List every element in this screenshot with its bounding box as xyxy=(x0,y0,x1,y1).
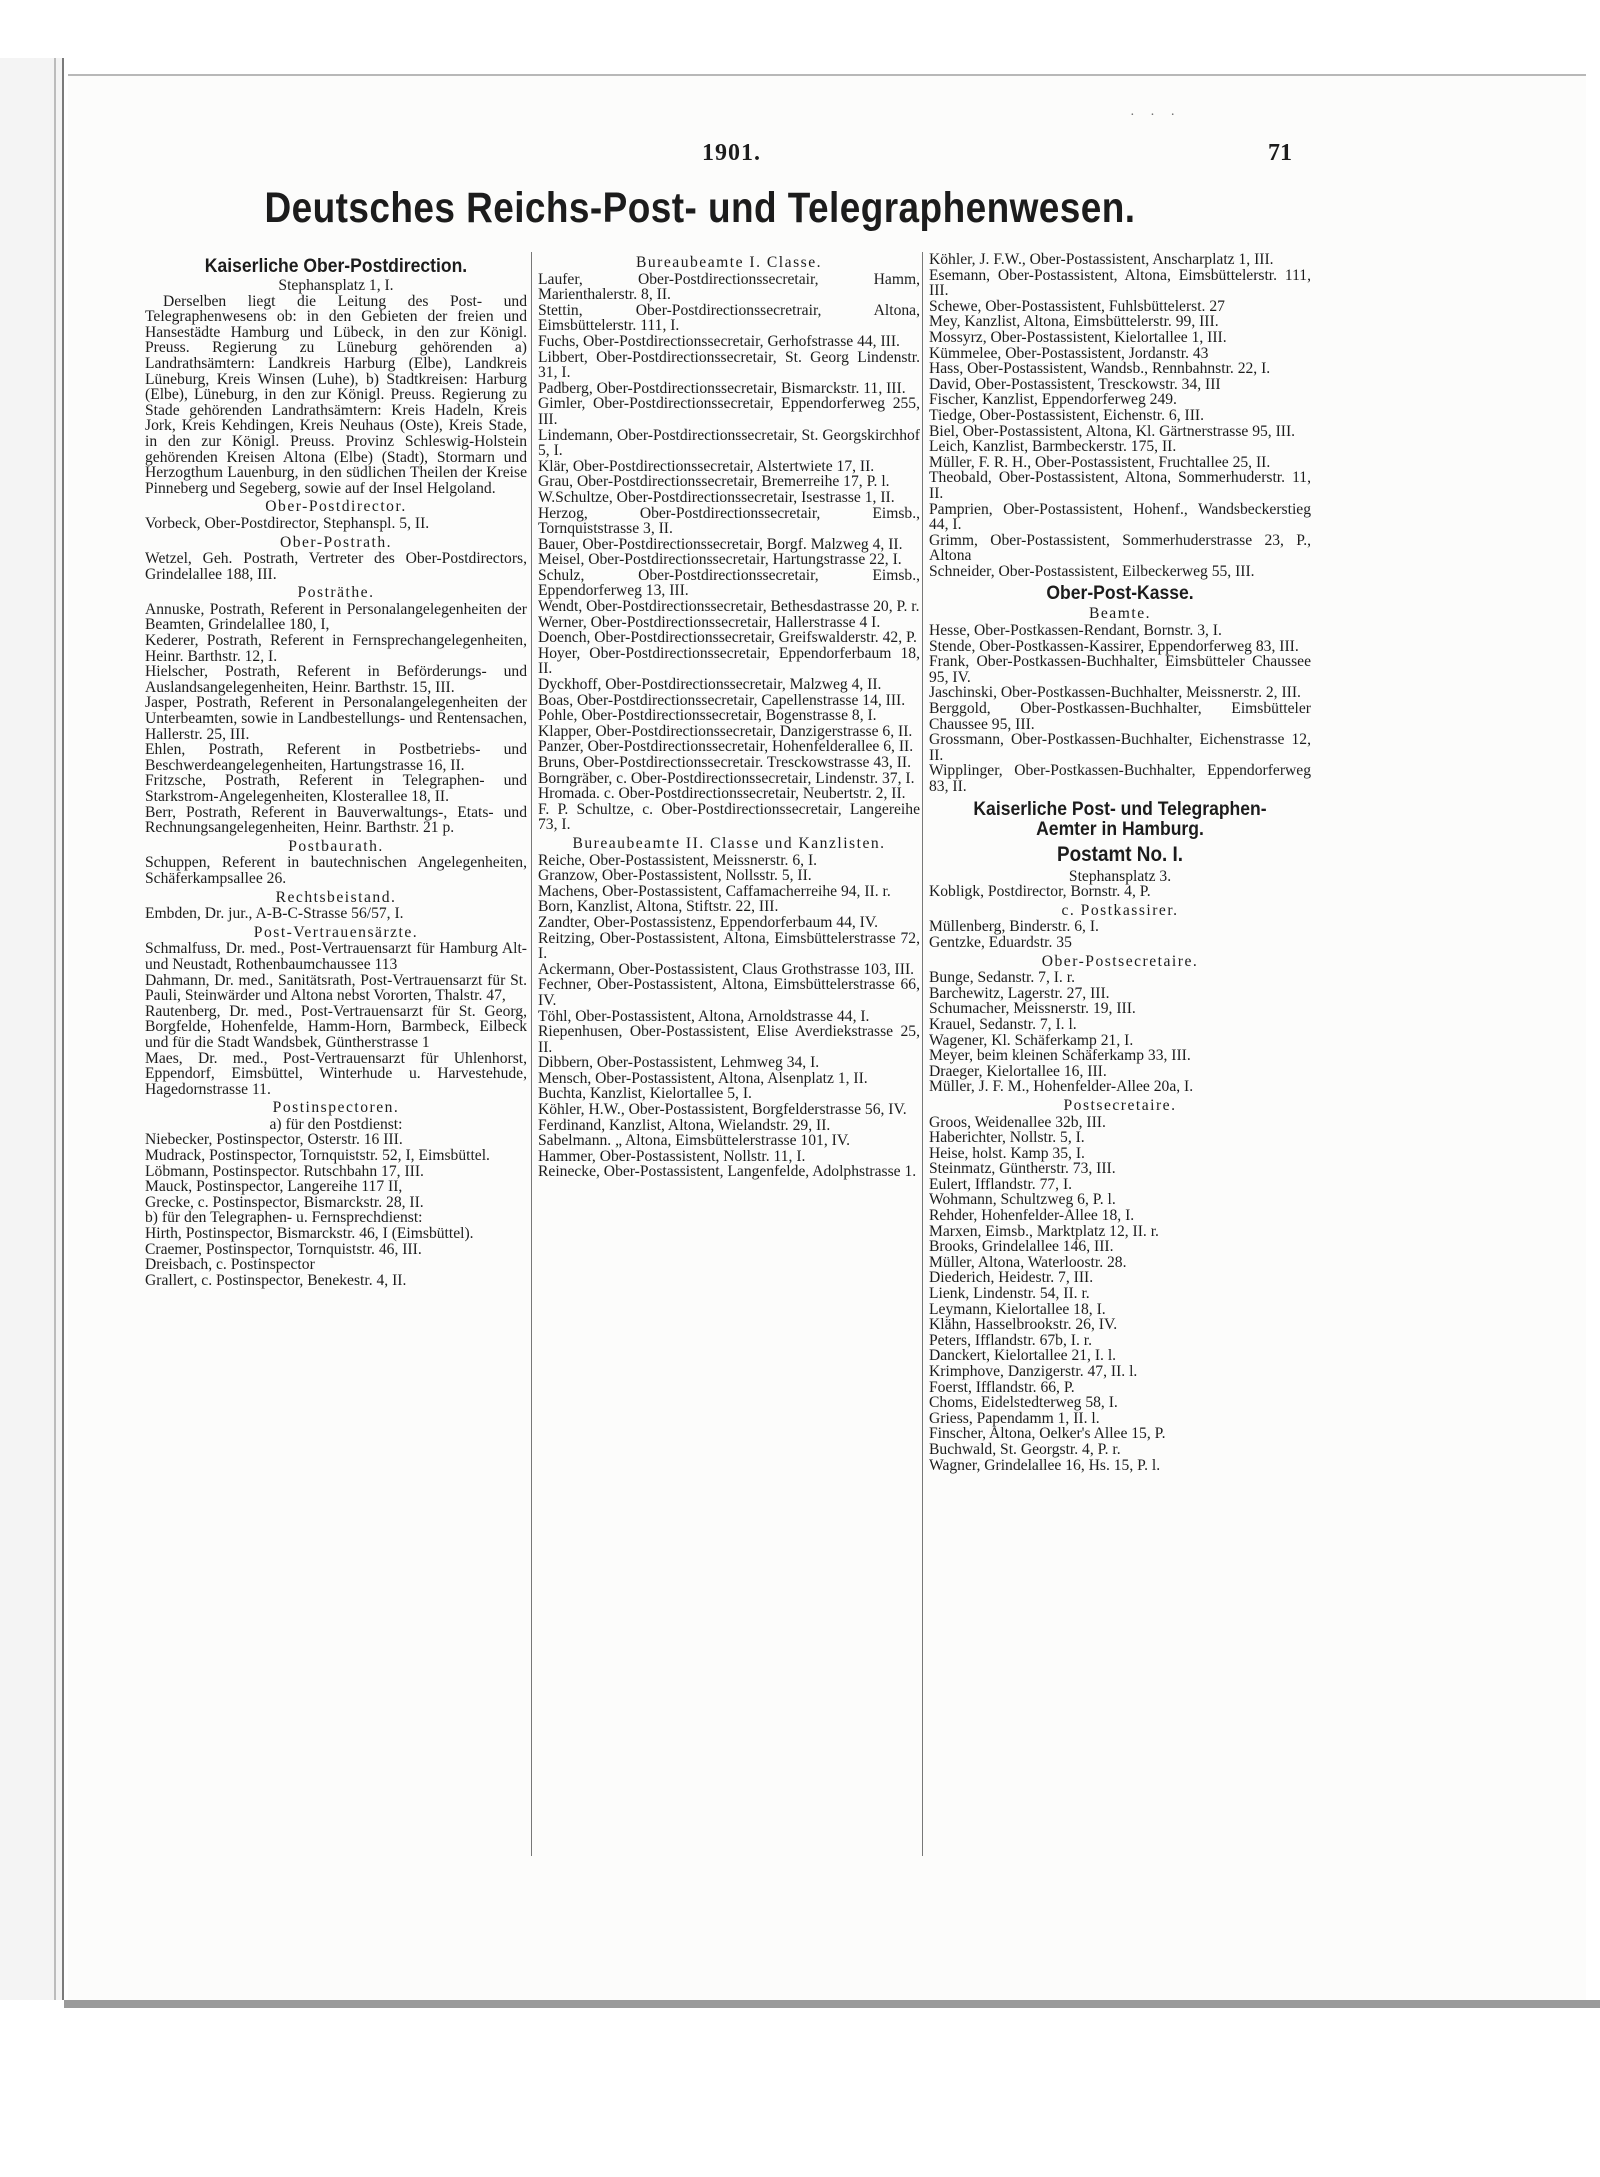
directory-entry: Grallert, c. Postinspector, Benekestr. 4, II. xyxy=(145,1271,407,1289)
subheading: Postsecretaire. xyxy=(1063,1096,1177,1114)
directory-entry: Choms, Eidelstedterweg 58, I. xyxy=(929,1394,1118,1412)
directory-entry: David, Ober-Postassistent, Tresckowstr. 34, III xyxy=(929,375,1221,393)
directory-entry: Löbmann, Postinspector. Rutschbahn 17, III. xyxy=(145,1162,424,1180)
directory-entry: Peters, Ifflandstr. 67b, I. r. xyxy=(929,1331,1092,1349)
directory-entry: Reiche, Ober-Postassistent, Meissnerstr. 6, I. xyxy=(538,851,818,869)
directory-entry: Borngräber, c. Ober-Postdirectionssecretair, Lindenstr. 37, I. xyxy=(538,769,915,787)
directory-entry: Dibbern, Ober-Postassistent, Lehmweg 34, I. xyxy=(538,1054,820,1072)
subheading: Postinspectoren. xyxy=(272,1099,400,1117)
directory-entry: Doench, Ober-Postdirectionssecretair, Greifswalderstr. 42, P. xyxy=(538,629,917,647)
directory-entry: Stettin, Ober-Postdirectionssecretrair, Altona, Eimsbüttelerstr. 111, I. xyxy=(538,301,920,335)
column-3 xyxy=(929,252,1311,1473)
directory-entry: Grecke, c. Postinspector, Bismarckstr. 28, II. xyxy=(145,1193,424,1211)
directory-entry: Ackermann, Ober-Postassistent, Claus Grothstrasse 103, III. xyxy=(538,960,915,978)
directory-entry: Jasper, Postrath, Referent in Personalangelegenheiten der Unterbeamten, sowie in Landbestellungs- und Rentensachen, Hallerstr. 25, III. xyxy=(145,694,527,743)
directory-entry: Schumacher, Meissnerstr. 19, III. xyxy=(929,1000,1136,1018)
directory-entry: Machens, Ober-Postassistent, Caffamacherreihe 94, II. r. xyxy=(538,882,891,900)
directory-entry: Eulert, Ifflandstr. 77, I. xyxy=(929,1175,1073,1193)
centered-line: a) für den Postdienst: xyxy=(269,1115,403,1133)
directory-entry: Fechner, Ober-Postassistent, Altona, Eimsbüttelerstrasse 66, IV. xyxy=(538,976,920,1009)
directory-entry: Zandter, Ober-Postassistenz, Eppendorferbaum 44, IV. xyxy=(538,913,879,931)
page-year: 1901. xyxy=(702,140,761,166)
directory-entry: Esemann, Ober-Postassistent, Altona, Eimsbüttelerstr. 111, III. xyxy=(929,266,1311,300)
directory-entry: Klär, Ober-Postdirectionssecretair, Alstertwiete 17, II. xyxy=(538,457,875,475)
directory-entry: Mossyrz, Ober-Postassistent, Kielortallee 1, III. xyxy=(929,328,1227,346)
directory-entry: Grossmann, Ober-Postkassen-Buchhalter, Eichenstrasse 12, II. xyxy=(929,731,1311,764)
directory-entry: Wagner, Grindelallee 16, Hs. 15, P. l. xyxy=(929,1456,1161,1474)
directory-entry: Müller, F. R. H., Ober-Postassistent, Fruchtallee 25, II. xyxy=(929,453,1271,471)
directory-entry: Marxen, Eimsb., Marktplatz 12, II. r. xyxy=(929,1222,1159,1240)
directory-entry: Leymann, Kielortallee 18, I. xyxy=(929,1300,1106,1318)
directory-entry: Schmalfuss, Dr. med., Post-Vertrauensarzt für Hamburg Alt- und Neustadt, Rothenbaumchaussee 113 xyxy=(145,940,527,973)
directory-entry: Griess, Papendamm 1, II. l. xyxy=(929,1409,1100,1427)
subheading: Postbaurath. xyxy=(288,837,384,855)
page-number: 71 xyxy=(1268,140,1292,166)
directory-entry: Panzer, Ober-Postdirectionssecretair, Hohenfelderallee 6, II. xyxy=(538,738,914,756)
directory-entry: Fuchs, Ober-Postdirectionssecretair, Gerhofstrasse 44, III. xyxy=(538,332,900,350)
directory-entry: Kümmelee, Ober-Postassistent, Jordanstr. 43 xyxy=(929,344,1209,362)
subheading: Ober-Postrath. xyxy=(279,533,393,551)
subheading: Ober-Postsecretaire. xyxy=(1041,952,1199,970)
section-heading: Kaiserliche Post- und Telegraphen-Aemter in Hamburg. xyxy=(973,797,1267,840)
directory-entry: Schulz, Ober-Postdirectionssecretair, Eimsb., Eppendorferweg 13, III. xyxy=(538,566,920,600)
directory-entry: Lindemann, Ober-Postdirectionssecretair, St. Georgskirchhof 5, I. xyxy=(538,426,920,460)
directory-entry: Stende, Ober-Postkassen-Kassirer, Eppendorferweg 83, III. xyxy=(929,637,1299,655)
directory-entry: Klähn, Hasselbrookstr. 26, IV. xyxy=(929,1316,1118,1334)
directory-entry: Pohle, Ober-Postdirectionssecretair, Bogenstrasse 8, I. xyxy=(538,707,877,725)
directory-entry: Leich, Kanzlist, Barmbeckerstr. 175, II. xyxy=(929,438,1177,456)
directory-entry: Niebecker, Postinspector, Osterstr. 16 III. xyxy=(145,1131,403,1149)
directory-entry: Hoyer, Ober-Postdirectionssecretair, Eppendorferbaum 18, II. xyxy=(538,644,920,678)
directory-entry: Schuppen, Referent in bautechnischen Angelegenheiten, Schäferkampsallee 26. xyxy=(145,854,527,887)
subheading: Bureaubeamte I. Classe. xyxy=(635,254,823,271)
subheading: Rechtsbeistand. xyxy=(275,888,397,906)
directory-entry: Mensch, Ober-Postassistent, Altona, Alsenplatz 1, II. xyxy=(538,1069,868,1087)
directory-entry: Herzog, Ober-Postdirectionssecretair, Eimsb., Tornquiststrasse 3, II. xyxy=(538,504,920,538)
directory-entry: Laufer, Ober-Postdirectionssecretair, Hamm, Marienthalerstr. 8, II. xyxy=(538,270,920,304)
directory-entry: Hromada. c. Ober-Postdirectionssecretair, Neubertstr. 2, II. xyxy=(538,785,906,803)
directory-entry: Hielscher, Postrath, Referent in Beförderungs- und Auslandsangelegenheiten, Heinr. Barthstr. 15, III. xyxy=(145,663,527,696)
directory-entry: Fischer, Kanzlist, Eppendorferweg 249. xyxy=(929,391,1177,409)
directory-entry: Grimm, Ober-Postassistent, Sommerhuderstrasse 23, P., Altona xyxy=(929,531,1311,565)
directory-entry: Müller, J. F. M., Hohenfelder-Allee 20a, I. xyxy=(929,1078,1194,1096)
column-divider xyxy=(531,252,532,1856)
directory-entry: Rautenberg, Dr. med., Post-Vertrauensarzt für St. Georg, Borgfelde, Hohenfelde, Hamm-Horn, Barmbeck, Eilbeck und für die Stadt Wandsbek, Güntherstrasse 1 xyxy=(145,1002,527,1051)
column-1 xyxy=(145,252,527,1288)
directory-entry: Meyer, beim kleinen Schäferkamp 33, III. xyxy=(929,1047,1191,1065)
section-heading: Ober-Post-Kasse. xyxy=(1046,582,1194,605)
directory-entry: Wipplinger, Ober-Postkassen-Buchhalter, Eppendorferweg 83, II. xyxy=(929,762,1311,795)
directory-entry: Hirth, Postinspector, Bismarckstr. 46, I (Eimsbüttel). xyxy=(145,1225,474,1243)
section-heading: Kaiserliche Ober-Postdirection. xyxy=(204,255,468,277)
column-divider xyxy=(922,252,923,1856)
subheading: Posträthe. xyxy=(297,584,375,602)
directory-entry: Diederich, Heidestr. 7, III. xyxy=(929,1269,1094,1287)
directory-entry: Gentzke, Eduardstr. 35 xyxy=(929,933,1072,951)
directory-entry: Heise, holst. Kamp 35, I. xyxy=(929,1144,1085,1162)
directory-entry: Wohmann, Schultzweg 6, P. l. xyxy=(929,1191,1116,1209)
directory-entry: Ferdinand, Kanzlist, Altona, Wielandstr. 29, II. xyxy=(538,1116,831,1134)
directory-entry: Dahmann, Dr. med., Sanitätsrath, Post-Vertrauensarzt für St. Pauli, Steinwärder und Altona nebst Vororten, Thalstr. 47, xyxy=(145,971,527,1005)
previous-page-edge xyxy=(0,58,64,2000)
directory-entry: Bunge, Sedanstr. 7, I. r. xyxy=(929,969,1075,987)
directory-entry: Biel, Ober-Postassistent, Altona, Kl. Gärtnerstrasse 95, III. xyxy=(929,422,1296,440)
directory-entry: Gimler, Ober-Postdirectionssecretair, Eppendorferweg 255, III. xyxy=(538,395,920,428)
directory-entry: Vorbeck, Ober-Postdirector, Stephanspl. 5, II. xyxy=(145,514,430,532)
directory-entry: Fritzsche, Postrath, Referent in Telegraphen- und Starkstrom-Angelegenheiten, Klosterallee 18, II. xyxy=(145,772,527,805)
directory-entry: Theobald, Ober-Postassistent, Altona, Sommerhuderstr. 11, II. xyxy=(929,469,1311,502)
centered-line: Stephansplatz 1, I. xyxy=(278,277,394,294)
directory-entry: Köhler, H.W., Ober-Postassistent, Borgfelderstrasse 56, IV. xyxy=(538,1101,907,1119)
directory-entry: Köhler, J. F.W., Ober-Postassistent, Anscharplatz 1, III. xyxy=(929,251,1274,268)
directory-entry: Groos, Weidenallee 32b, III. xyxy=(929,1113,1106,1131)
directory-entry: Pamprien, Ober-Postassistent, Hohenf., Wandsbeckerstieg 44, I. xyxy=(929,500,1311,534)
subheading: Bureaubeamte II. Classe und Kanzlisten. xyxy=(572,834,886,852)
directory-entry: Krimphove, Danzigerstr. 47, II. l. xyxy=(929,1363,1138,1380)
directory-entry: Bauer, Ober-Postdirectionssecretair, Borgf. Malzweg 4, II. xyxy=(538,535,903,553)
column-2 xyxy=(538,252,920,1180)
directory-entry: Libbert, Ober-Postdirectionssecretair, St. Georg Lindenstr. 31, I. xyxy=(538,348,920,382)
subheading: Ober-Postdirector. xyxy=(265,498,407,516)
directory-entry: Wendt, Ober-Postdirectionssecretair, Bethesdastrasse 20, P. r. xyxy=(538,598,920,616)
directory-entry: Müllenberg, Binderstr. 6, I. xyxy=(929,918,1099,936)
directory-entry: Frank, Ober-Postkassen-Buchhalter, Eimsbütteler Chaussee 95, IV. xyxy=(929,653,1311,686)
directory-entry: Finscher, Altona, Oelker's Allee 15, P. xyxy=(929,1425,1166,1443)
directory-entry: Draeger, Kielortallee 16, III. xyxy=(929,1062,1107,1080)
print-specks: · · · xyxy=(1130,108,1181,123)
directory-entry: Maes, Dr. med., Post-Vertrauensarzt für Uhlenhorst, Eppendorf, Eimsbüttel, Winterhude u. Harvestehude, Hagedornstrasse 11. xyxy=(145,1049,527,1098)
directory-entry: Wetzel, Geh. Postrath, Vertreter des Ober-Postdirectors, Grindelallee 188, III. xyxy=(145,550,527,583)
directory-entry: Brooks, Grindelallee 146, III. xyxy=(929,1238,1114,1256)
directory-entry: Kobligk, Postdirector, Bornstr. 4, P. xyxy=(929,883,1151,901)
directory-entry: Padberg, Ober-Postdirectionssecretair, Bismarckstr. 11, III. xyxy=(538,379,906,397)
page-bottom-shadow xyxy=(64,2000,1600,2008)
directory-entry: Wagener, Kl. Schäferkamp 21, I. xyxy=(929,1031,1134,1049)
directory-entry: Mauck, Postinspector, Langereihe 117 II, xyxy=(145,1178,403,1196)
directory-entry: Reinecke, Ober-Postassistent, Langenfelde, Adolphstrasse 1. xyxy=(538,1163,917,1181)
directory-entry: Sabelmann. „ Altona, Eimsbüttelerstrasse 101, IV. xyxy=(538,1132,850,1150)
directory-entry: Mey, Kanzlist, Altona, Eimsbüttelerstr. 99, III. xyxy=(929,313,1219,331)
directory-entry: Ehlen, Postrath, Referent in Postbetriebs- und Beschwerdeangelegenheiten, Hartungstrasse 16, II. xyxy=(145,741,527,774)
directory-entry: Embden, Dr. jur., A-B-C-Strasse 56/57, I. xyxy=(145,905,404,923)
directory-entry: Haberichter, Nollstr. 5, I. xyxy=(929,1129,1085,1147)
directory-entry: Boas, Ober-Postdirectionssecretair, Capellenstrasse 14, III. xyxy=(538,691,906,709)
subheading: Beamte. xyxy=(1088,605,1152,623)
directory-entry: Schewe, Ober-Postassistent, Fuhlsbüttelerst. 27 xyxy=(929,297,1225,315)
directory-entry: Craemer, Postinspector, Tornquiststr. 46, III. xyxy=(145,1240,422,1258)
directory-entry: Steinmatz, Güntherstr. 73, III. xyxy=(929,1160,1116,1178)
directory-entry: Kederer, Postrath, Referent in Fernsprechangelegenheiten, Heinr. Barthstr. 12, I. xyxy=(145,632,527,665)
directory-entry: Klapper, Ober-Postdirectionssecretair, Danzigerstrasse 6, II. xyxy=(538,722,913,740)
directory-entry: Riepenhusen, Ober-Postassistent, Elise Averdiekstrasse 25, II. xyxy=(538,1023,920,1056)
page-title: Deutsches Reichs-Post- und Telegraphenwesen. xyxy=(264,184,1136,232)
directory-entry: Dyckhoff, Ober-Postdirectionssecretair, Malzweg 4, II. xyxy=(538,676,882,694)
directory-entry: Bruns, Ober-Postdirectionssecretair. Tresckowstrasse 43, II. xyxy=(538,754,912,771)
directory-entry: Buchta, Kanzlist, Kielortallee 5, I. xyxy=(538,1085,752,1103)
directory-entry: Werner, Ober-Postdirectionssecretair, Hallerstrasse 4 I. xyxy=(538,613,881,631)
paragraph: Derselben liegt die Leitung des Post- und Telegraphenwesens ob: in den Gebieten der freien und Hansestädte Hamburg und Lübeck, in den zur Königl. Preuss. Regierung zu Lüneburg gehörenden a) Landrathsämtern: Landkreis Harburg (Elbe), Landkreis Lüneburg, Kreis Winsen (Luhe), b) Stadtkreisen: Harburg (Elbe), Lüneburg, in den zur Königl. Preuss. Regierung zu Stade gehörenden Landrathsämtern: Kreis Hadeln, Kreis Jork, Kreis Kehdingen, Kreis Neuhaus (Oste), Kreis Stade, in den zur Königl. Preuss. Provinz Schleswig-Holstein gehörenden Kreisen Altona (Elbe) (Stadt), Stormarn und Herzogthum Lauenburg, in den südlichen Theilen der Kreise Pinneberg und Segeberg, sowie auf der Insel Helgoland. xyxy=(145,292,527,497)
directory-entry: Berr, Postrath, Referent in Bauverwaltungs-, Etats- und Rechnungsangelegenheiten, Heinr. Barthstr. 21 p. xyxy=(145,803,527,837)
directory-entry: Müller, Altona, Waterloostr. 28. xyxy=(929,1253,1127,1271)
directory-entry: Grau, Ober-Postdirectionssecretair, Bremerreihe 17, P. l. xyxy=(538,473,890,491)
directory-entry: Born, Kanzlist, Altona, Stiftstr. 22, III. xyxy=(538,898,779,916)
directory-entry: Lienk, Lindenstr. 54, II. r. xyxy=(929,1285,1090,1303)
subheading: Post-Vertrauensärzte. xyxy=(253,923,419,941)
directory-entry: Dreisbach, c. Postinspector xyxy=(145,1256,315,1274)
directory-entry: Hass, Ober-Postassistent, Wandsb., Rennbahnstr. 22, I. xyxy=(929,360,1271,378)
directory-entry: Rehder, Hohenfelder-Allee 18, I. xyxy=(929,1207,1135,1225)
section-heading: Postamt No. I. xyxy=(1056,842,1184,866)
directory-entry: Berggold, Ober-Postkassen-Buchhalter, Eimsbütteler Chaussee 95, III. xyxy=(929,700,1311,733)
directory-entry: Hesse, Ober-Postkassen-Rendant, Bornstr. 3, I. xyxy=(929,622,1222,640)
directory-entry: b) für den Telegraphen- u. Fernsprechdienst: xyxy=(145,1209,423,1227)
directory-entry: Reitzing, Ober-Postassistent, Altona, Eimsbüttelerstrasse 72, I. xyxy=(538,929,920,963)
directory-entry: Annuske, Postrath, Referent in Personalangelegenheiten der Beamten, Grindelallee 180, I, xyxy=(145,600,527,634)
directory-entry: Tiedge, Ober-Postassistent, Eichenstr. 6, III. xyxy=(929,406,1204,424)
directory-entry: Krauel, Sedanstr. 7, I. l. xyxy=(929,1015,1077,1033)
directory-entry: Mudrack, Postinspector, Tornquiststr. 52, I, Eimsbüttel. xyxy=(145,1147,490,1165)
directory-entry: Danckert, Kielortallee 21, I. l. xyxy=(929,1347,1117,1365)
centered-line: Stephansplatz 3. xyxy=(1068,867,1172,885)
directory-entry: Jaschinski, Ober-Postkassen-Buchhalter, Meissnerstr. 2, III. xyxy=(929,684,1301,702)
directory-entry: Barchewitz, Lagerstr. 27, III. xyxy=(929,984,1110,1002)
directory-entry: Buchwald, St. Georgstr. 4, P. r. xyxy=(929,1440,1121,1458)
directory-entry: Foerst, Ifflandstr. 66, P. xyxy=(929,1378,1075,1396)
subheading: c. Postkassirer. xyxy=(1061,901,1179,919)
directory-entry: Meisel, Ober-Postdirectionssecretair, Hartungstrasse 22, I. xyxy=(538,551,902,569)
directory-entry: Töhl, Ober-Postassistent, Altona, Arnoldstrasse 44, I. xyxy=(538,1007,870,1025)
directory-entry: Granzow, Ober-Postassistent, Nollsstr. 5, II. xyxy=(538,867,812,885)
directory-entry: F. P. Schultze, c. Ober-Postdirectionssecretair, Langereihe 73, I. xyxy=(538,800,920,834)
directory-entry: Schneider, Ober-Postassistent, Eilbeckerweg 55, III. xyxy=(929,562,1255,580)
directory-entry: W.Schultze, Ober-Postdirectionssecretair, Isestrasse 1, II. xyxy=(538,488,895,506)
directory-entry: Hammer, Ober-Postassistent, Nollstr. 11, I. xyxy=(538,1147,806,1165)
